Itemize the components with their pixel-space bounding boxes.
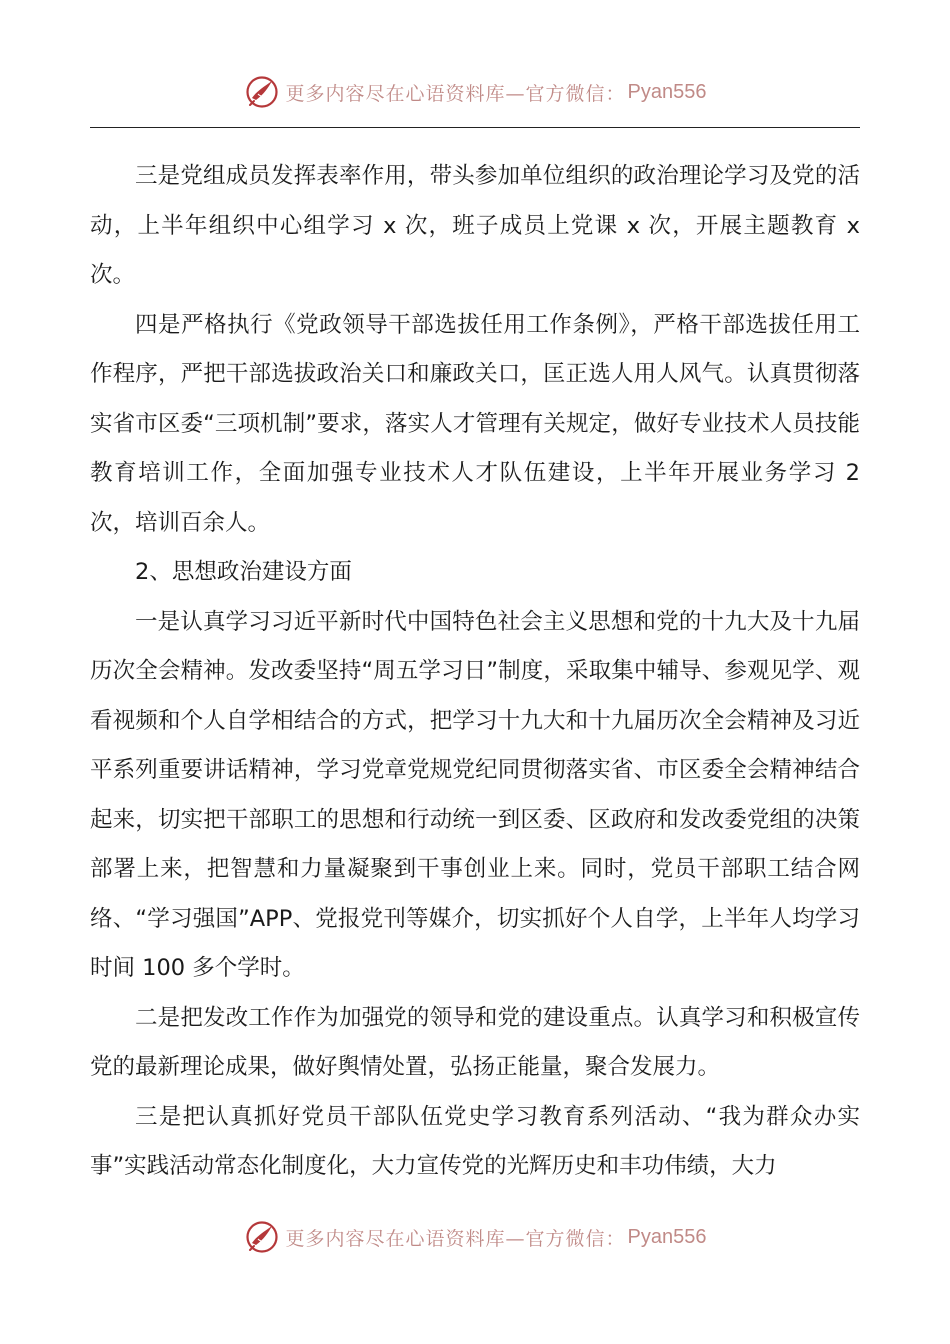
paragraph: 三是把认真抓好党员干部队伍党史学习教育系列活动、“我为群众办实事”实践活动常态化制度化，大力宣传党的光辉历史和丰功伟绩，大力 [90,1103,860,1179]
paragraph: 四是严格执行《党政领导干部选拔任用工作条例》，严格干部选拔任用工作程序，严把干部选拔政治关口和廉政关口，匡正选人用人风气。认真贯彻落实省市区委“三项机制”要求，落实人才管理有关规定，做好专业技术人员技能教育培训工作，全面加强专业技术人才队伍建设，上半年开展业务学习 2 次，培训百余人。 [90,311,860,536]
footer-banner [0,1215,950,1259]
quill-pen-logo-icon [244,74,280,110]
header-banner-text: 更多内容尽在心语资料库—官方微信： [285,82,626,105]
header-divider [90,127,860,128]
document-body [90,152,860,1192]
section-heading: 2、思想政治建设方面 [135,559,352,585]
footer-banner-text: 更多内容尽在心语资料库—官方微信： [285,1227,626,1250]
paragraph: 二是把发改工作作为加强党的领导和党的建设重点。认真学习和积极宣传党的最新理论成果，做好舆情处置，弘扬正能量，聚合发展力。 [90,1004,860,1080]
header-wechat-id: Pyan556 [627,80,707,103]
header-banner [0,70,950,114]
quill-pen-logo-icon [244,1219,280,1255]
footer-wechat-id: Pyan556 [627,1225,707,1248]
paragraph: 三是党组成员发挥表率作用，带头参加单位组织的政治理论学习及党的活动，上半年组织中心组学习 x 次，班子成员上党课 x 次，开展主题教育 x 次。 [90,163,860,288]
paragraph: 一是认真学习习近平新时代中国特色社会主义思想和党的十九大及十九届历次全会精神。发改委坚持“周五学习日”制度，采取集中辅导、参观见学、观看视频和个人自学相结合的方式，把学习十九大和十九届历次全会精神及习近平系列重要讲话精神，学习党章党规党纪同贯彻落实省、市区委全会精神结合起来，切实把干部职工的思想和行动统一到区委、区政府和发改委党组的决策部署上来，把智慧和力量凝聚到干事创业上来。同时，党员干部职工结合网络、“学习强国”APP、党报党刊等媒介，切实抓好个人自学，上半年人均学习时间 100 多个学时。 [90,608,860,981]
